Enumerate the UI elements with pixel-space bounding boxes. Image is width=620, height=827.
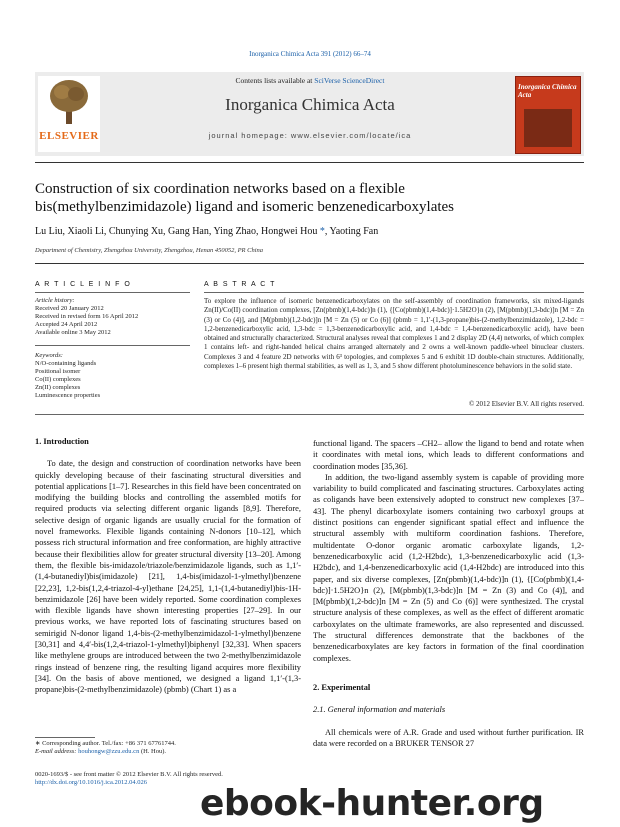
contents-line xyxy=(100,76,520,85)
keyword-item: Zn(II) complexes xyxy=(35,384,81,391)
keyword-item: Positional isomer xyxy=(35,368,81,375)
right-paragraph-1: functional ligand. The spacers –CH2– allow the ligand to bend and rotate when it coordinates with metal ions, which leads to different conformations and coordination modes [35,36]. xyxy=(313,439,584,471)
corresponding-author-mark[interactable]: * xyxy=(317,226,325,237)
paper-title-line-1: Construction of six coordination networks based on a flexible xyxy=(35,181,405,197)
author-list xyxy=(35,226,584,237)
email-after: (H. Hou). xyxy=(139,748,167,755)
email-link[interactable]: houhongw@zzu.edu.cn xyxy=(78,748,140,755)
history-label: Article history: xyxy=(35,297,75,304)
right-column xyxy=(313,438,584,749)
journal-title: Inorganica Chimica Acta xyxy=(225,95,395,114)
publisher-name: ELSEVIER xyxy=(39,130,99,142)
abstract-copyright: © 2012 Elsevier B.V. All rights reserved. xyxy=(468,400,584,408)
introduction-paragraph: To date, the design and construction of coordination networks have been quickly developing because of their fascinating structural diversities and potential applications [1–7]. Researches in this field have been concentrated on modifying the building blocks and controlling the assembled motifs for required products via selecting different organic ligands [8,9]. Therefore, selective design of organic ligands are usually crucial for the formation of novel frameworks. Flexible ligands containing N-donors [10–12], which possess rich structural information and free conformation, are highly attractive because their flexibilities allow for greater structural diversity [13–20]. Among them, the flexible bis-imidazole/triazole/benzimidazole ligands, such as 1,1′-(1,4-butanediyl)bis(imidazole) [21], 1,4-bis(imidazol-1-ylmethyl)benzene [22,23], 1,2-bis(1,2,4-triazol-4-yl)ethane [24,25], 1,1-(1,4-butanediyl)bis-1H-benzimidazole [26] have been widely reported. Some coordination complexes with flexible ligands have shown interesting properties [27–29]. In our previous works, we have reported lots of fascinating structures based on semirigid N-donor ligand 1,4-bis-(2-methylbenzimidazol-1-ylmethyl)benzene [30,31] and 4,4′-bis(1,2,4-triazol-1-ylmethyl)biphenyl [32,33]. When spacers like methylene groups are introduced between the two 2-methylbenzimidazole rings instead of benzene ring, the resulting ligand acquires more flexibility [34]. On the basis of above mentioned, we designed a ligand 1,1′-(1,3-propane)bis-(2-methylbenzimidazole) (pbmb) (Chart 1) as a xyxy=(35,459,301,695)
journal-homepage[interactable]: journal homepage: www.elsevier.com/locate/ica xyxy=(208,131,412,140)
email-label: E-mail address: xyxy=(35,748,79,755)
cover-title: Inorganica Chimica Acta xyxy=(518,83,577,99)
issn-line: 0020-1693/$ - see front matter © 2012 Elsevier B.V. All rights reserved. xyxy=(35,771,223,778)
paper-title xyxy=(35,180,584,216)
keywords-rule xyxy=(35,345,190,346)
header-rule xyxy=(35,162,584,163)
authors-before: Lu Liu, Xiaoli Li, Chunying Xu, Gang Han, Ying Zhao, Hongwei Hou xyxy=(35,226,318,237)
left-column xyxy=(35,436,301,696)
cover-artwork xyxy=(524,109,572,147)
keywords-label: Keywords: xyxy=(35,352,63,359)
watermark: ebook-hunter.org xyxy=(200,783,544,824)
journal-cover xyxy=(515,76,581,154)
authors-after: , Yaoting Fan xyxy=(324,226,379,237)
right-paragraph-2: In addition, the two-ligand assembly system is capable of providing more variability to build complicated and fascinating structures. Carboxylates acting as coligands have been extensively adopted to construct new complexes [37–43]. The phenyl dicarboxylate isomers containing two carboxyl groups at distinct positions can engender significant spatial effect and influence the structural assembly with multiform coordination fashions. Therefore, multidentate O-donor organic aromatic carboxylate ligands, 1,2-benzenedicarboxylic acid (1,2-H2bdc), 1,3-benzenedicarboxylic acid (1,3-H2bdc), and 1,4-benzenedicarboxylic acid (1,4-H2bdc) are introduced into this paper, and six diverse complexes, [Zn(pbmb)(1,4-bdc)]n (1), {[Co(pbmb)(1,4-bdc)]·1.5H2O}n (2), [M(pbmb)(1,3-bdc)]n [M = Zn (3) and Co (4)], and [M(pbmb)(1,2-bdc)]n [M = Zn (5) and Co (6)] were synthesized. The crystal structure analysis of these complexes, as well as the effect of different aromatic carboxylates on the ultimate frameworks, are also represented and discussed. The structural differences demonstrate that the backbones of the benzenedicarboxylates are key factors in formation of the final coordination complexes. xyxy=(313,472,584,663)
keyword-item: Luminescence properties xyxy=(35,392,101,399)
abstract-text: To explore the influence of isomeric benzenedicarboxylates on the self-assembly of coordination frameworks, six mixed-ligands Zn(II)/Co(II) coordination complexes, [Zn(pbmb)(1,4-bdc)]n (1), {[Co(pbmb)(1,4-bdc)]·1.5H2O}n (2), [M(pbmb)(1,3-bdc)]n [M = Zn (3) or Co (4)], and [M(pbmb)(1,2-bdc)]n [M = Zn (5) or Co (6)] (pbmb = 1,1′-(1,3-propane)bis-(2-methylbenzimidazole), 1,2-bdc = 1,2-benzenedicarboxylic acid, 1,3-bdc = 1,3-benzenedicarboxylic acid, and 1,4-bdc = 1,4-benzenedicarboxylic acid), have been obtained and structurally characterized. Structural analyses reveal that complexes 1 and 2 display 2D (4,4) networks, of which complex 1 contains left- and right-handed helical chains arranged alternately and 2 owns a well-known paddle-wheel binuclear clusters. Complexes 3 and 4 feature 2D networks with 6³ topologies, and complexes 5 and 6 exhibit 1D double-chain structures. Additionally, complexes 1–6 present high thermal stabilities, as well as 1, 3, and 5 show different photoluminescence behaviors in the solid state. xyxy=(204,297,584,371)
corresponding-author-note: ∗ Corresponding author. Tel./fax: +86 371 67761744. xyxy=(35,740,176,747)
general-info-subheading: 2.1. General information and materials xyxy=(313,705,446,715)
email-line xyxy=(35,748,265,756)
footnote xyxy=(35,740,265,756)
history-item: Received 20 January 2012 xyxy=(35,305,104,312)
keyword-item: Co(II) complexes xyxy=(35,376,81,383)
journal-reference[interactable]: Inorganica Chimica Acta 391 (2012) 66–74 xyxy=(249,50,371,58)
abstract-bottom-rule xyxy=(35,414,584,415)
article-history xyxy=(35,297,190,337)
elsevier-tree-icon xyxy=(48,78,90,126)
paper-title-line-2: bis(methylbenzimidazole) ligand and isomeric benzenedicarboxylates xyxy=(35,199,455,215)
sciencedirect-link[interactable]: SciVerse ScienceDirect xyxy=(314,76,385,85)
contents-prefix: Contents lists available at xyxy=(235,76,315,85)
abstract-heading: A B S T R A C T xyxy=(204,281,276,288)
article-info-heading: A R T I C L E I N F O xyxy=(35,281,132,288)
history-item: Available online 3 May 2012 xyxy=(35,329,111,336)
keyword-item: N/O-containing ligands xyxy=(35,360,97,367)
experimental-paragraph: All chemicals were of A.R. Grade and used without further purification. IR data were recorded on a BRUKER TENSOR 27 xyxy=(313,727,584,748)
doi-link[interactable]: http://dx.doi.org/10.1016/j.ica.2012.04.026 xyxy=(35,779,148,786)
history-item: Accepted 24 April 2012 xyxy=(35,321,98,328)
introduction-heading: 1. Introduction xyxy=(35,437,89,446)
footnote-rule xyxy=(35,737,95,738)
history-item: Received in revised form 16 April 2012 xyxy=(35,313,139,320)
info-rule xyxy=(35,292,190,293)
experimental-heading: 2. Experimental xyxy=(313,682,371,692)
affiliation: Department of Chemistry, Zhengzhou University, Zhengzhou, Henan 450052, PR China xyxy=(35,247,264,254)
abstract-rule xyxy=(204,292,584,293)
affiliation-rule xyxy=(35,263,584,264)
keywords xyxy=(35,352,190,400)
